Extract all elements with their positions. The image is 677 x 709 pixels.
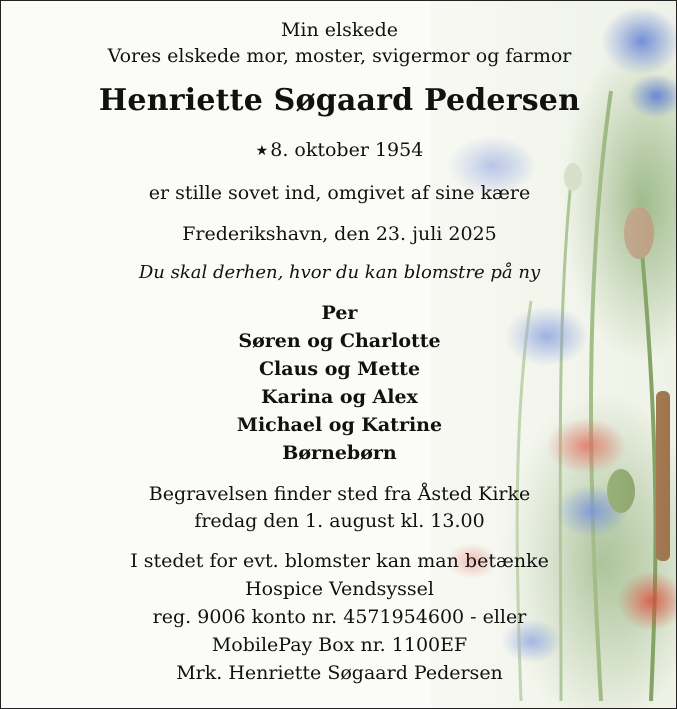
birth-date: 8. oktober 1954	[270, 139, 424, 161]
funeral-line: Begravelsen finder sted fra Åsted Kirke	[148, 483, 531, 505]
donation-reference: Mrk. Henriette Søgaard Pedersen	[176, 662, 503, 684]
family-member: Søren og Charlotte	[238, 330, 441, 352]
family-member: Claus og Mette	[258, 358, 421, 380]
relation-line: Vores elskede mor, moster, svigermor og farmor	[107, 45, 572, 67]
place-date-line: Frederikshavn, den 23. juli 2025	[182, 223, 497, 245]
star-icon: ★	[255, 143, 269, 159]
donation-line: I stedet for evt. blomster kan man betænke	[130, 550, 549, 572]
intro-line: Min elskede	[280, 19, 399, 41]
birth-line	[1, 139, 677, 161]
family-member: Børnebørn	[282, 442, 397, 464]
family-member: Michael og Katrine	[236, 414, 443, 436]
deceased-name: Henriette Søgaard Pedersen	[98, 83, 581, 118]
motto-line: Du skal derhen, hvor du kan blomstre på ny	[138, 262, 541, 283]
funeral-time-line: fredag den 1. august kl. 13.00	[194, 510, 485, 532]
donation-mobilepay: MobilePay Box nr. 1100EF	[211, 634, 468, 656]
donation-recipient: Hospice Vendsyssel	[245, 578, 434, 600]
donation-account: reg. 9006 konto nr. 4571954600 - eller	[152, 606, 527, 628]
passing-line: er stille sovet ind, omgivet af sine kære	[148, 182, 531, 204]
family-member: Per	[321, 302, 358, 324]
family-member: Karina og Alex	[261, 386, 418, 408]
